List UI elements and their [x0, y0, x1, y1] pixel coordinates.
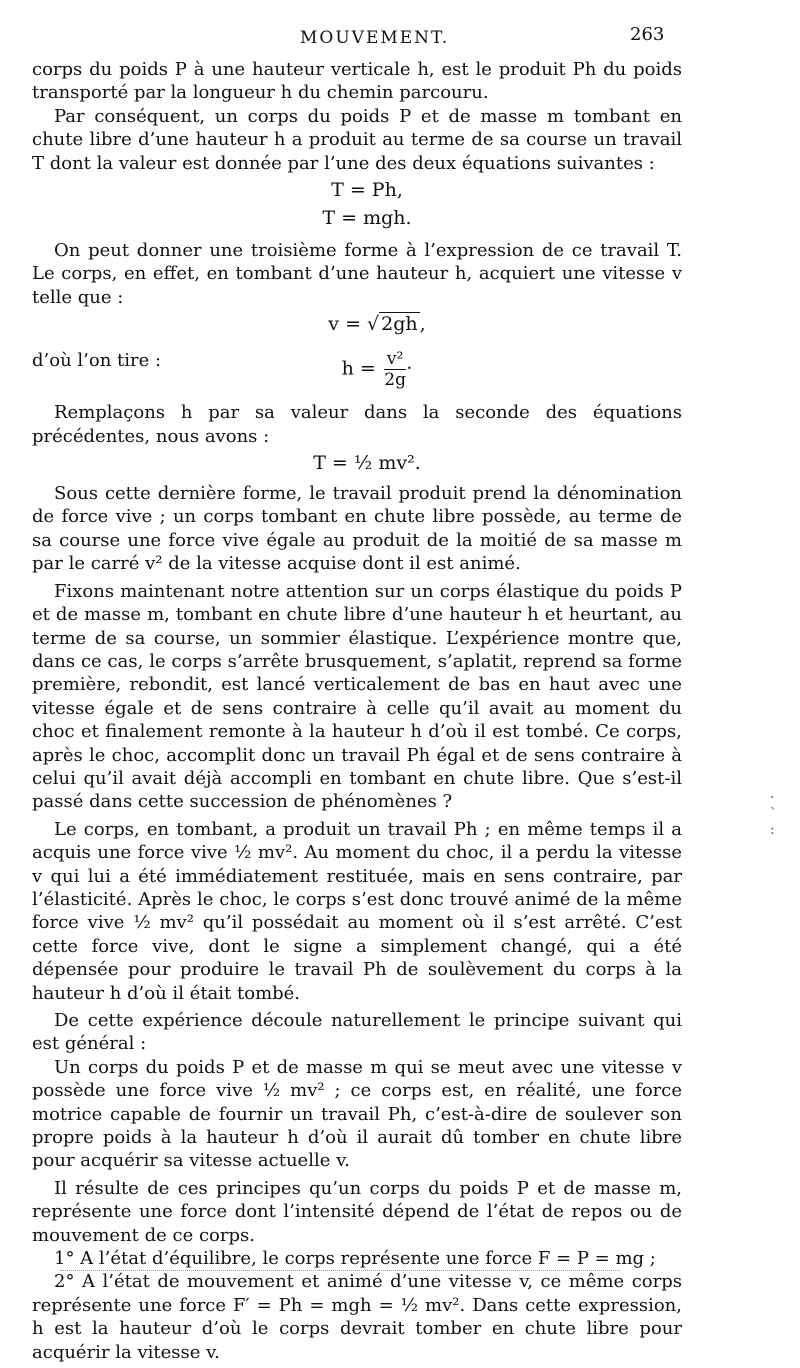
equation-3-row — [32, 309, 682, 343]
paragraph-10: Un corps du poids P et de masse m qui se meut avec une vitesse v possède une force vive ½ mv² ; ce corps est, en réalité, une force motrice capable de fournir un travail Ph, c’est-à-dire de soulever son propre poids à la hauteur h d’où il aurait dû tomber en chute libre pour acquérir sa vitesse actuelle v. — [32, 1056, 682, 1172]
equation-1: T = Ph, — [331, 179, 403, 202]
paragraph-7: Fixons maintenant notre attention sur un corps élastique du poids P et de masse m, tombant en chute libre d’une hauteur h et heurtant, au terme de sa course, un sommier élastique. L’expérience montre que, dans ce cas, le corps s’arrête brusquement, s’aplatit, reprend sa forme première, rebondit, est lancé verticalement de bas en haut avec une vitesse égale et de sens contraire à celle qu’il avait au moment du choc et finalement remonte à la hauteur h d’où il est tombé. Ce corps, après le choc, accomplit donc un travail Ph égal et de sens contraire à celui qu’il avait déjà accompli en tombant en chute libre. Que s’est-il passé dans cette succession de phénomènes ? — [32, 580, 682, 813]
margin-specks: · ` : — [770, 790, 777, 838]
equation-4-row — [32, 343, 682, 393]
running-title: MOUVEMENT. — [300, 28, 450, 48]
paragraph-8: Le corps, en tombant, a produit un travail Ph ; en même temps il a acquis une force vive ½ mv². Au moment du choc, il a perdu la vitesse v qui lui a été immédiatement restituée, mais en sens contraire, par l’élasticité. Après le choc, le corps s’est donc trouvé animé de la même force vive ½ mv² qu’il possédait au moment où il s’est arrêté. C’est cette force vive, dont le signe a simplement changé, qui a été dépensée pour produire le travail Ph de soulèvement du corps à la hauteur h d’où il était tombé. — [32, 818, 682, 1004]
running-header — [0, 24, 800, 50]
paragraph-1: corps du poids P à une hauteur verticale h, est le produit Ph du poids transporté par la longueur h du chemin parcouru. — [32, 59, 682, 104]
equation-2: T = mgh. — [322, 207, 412, 230]
fraction-numerator: v² — [384, 349, 406, 370]
paragraph-11: Il résulte de ces principes qu’un corps du poids P et de masse m, représente une force dont l’intensité dépend de l’état de repos ou de mouvement de ce corps. — [32, 1177, 682, 1246]
equation-4: h = $\frac{\text{v²}}{2g}$ · — [341, 349, 413, 391]
sqrt-sign: √ — [367, 313, 380, 336]
lead-text: d’où l’on tire : — [32, 350, 162, 372]
paragraph-5: Remplaçons h par sa valeur dans la seconde des équations précédentes, nous avons : — [32, 402, 682, 447]
body-text — [32, 58, 682, 1368]
paragraph-12: 1° A l’état d’équilibre, le corps représente une force F = P = mg ; — [54, 1248, 656, 1270]
paragraph-2: Par conséquent, un corps du poids P et de masse m tombant en chute libre d’une hauteur h a produit au terme de sa course un travail T dont la valeur est donnée par l’une des deux équations suivantes : — [32, 105, 682, 174]
sqrt-radicand: 2gh — [381, 313, 418, 336]
paragraph-9: De cette expérience découle naturellement le principe suivant qui est général : — [32, 1010, 682, 1055]
paragraph-13: 2° A l’état de mouvement et animé d’une vitesse v, ce même corps représente une force F′ = Ph = mgh = ½ mv². Dans cette expression, h est la hauteur d’où le corps devrait tomber en chute libre pour acquérir la vitesse v. — [32, 1271, 682, 1363]
equation-3: v = √ 2gh , — [328, 313, 426, 336]
equation-5: T = ½ mv². — [313, 452, 421, 475]
paragraph-6: Sous cette dernière forme, le travail produit prend la dénomination de force vive ; un corps tombant en chute libre possède, au terme de sa course une force vive égale au produit de la moitié de sa masse m par le carré v² de la vitesse acquise dont il est animé. — [32, 483, 682, 575]
paragraph-3: On peut donner une troisième forme à l’expression de ce travail T. Le corps, en effet, en tombant d’une hauteur h, acquiert une vitesse v telle que : — [32, 240, 682, 308]
fraction — [384, 349, 406, 390]
page-number: 263 — [630, 24, 665, 45]
bleed-through-line — [60, 1270, 620, 1271]
fraction-denominator: 2g — [384, 370, 406, 391]
